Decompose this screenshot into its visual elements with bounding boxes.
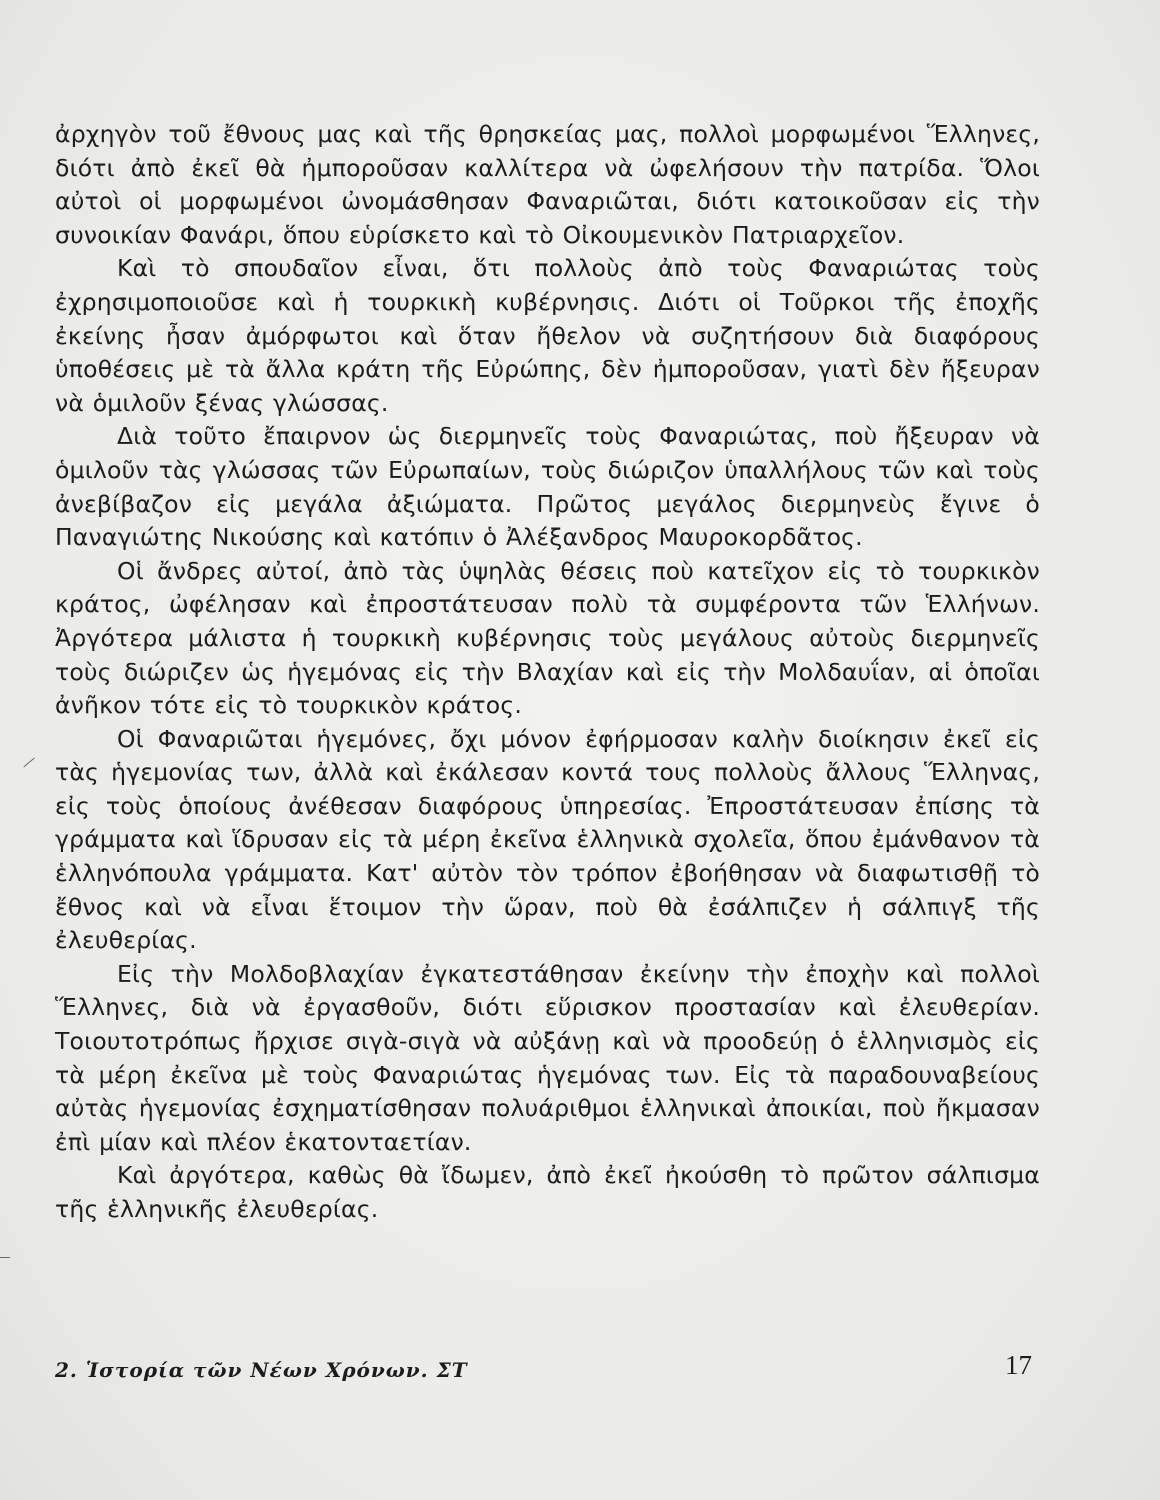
signature-mark: 2. Ἱστορία τῶν Νέων Χρόνων. ΣΤ	[55, 1358, 468, 1382]
paragraph-6: Εἰς τὴν Μολδοβλαχίαν ἐγκατεστάθησαν ἐκείνην τὴν ἐποχὴν καὶ πολλοὶ Ἕλληνες, διὰ νὰ ἐργασθοῦν, διότι εὕρισκον προστασίαν καὶ ἐλευθερίαν. Τοιουτοτρόπως ἤρχισε σιγὰ-σιγὰ νὰ αὐξάνῃ καὶ νὰ προοδεύῃ ὁ ἑλληνισμὸς εἰς τὰ μέρη ἐκεῖνα μὲ τοὺς Φαναριώτας ἡγεμόνας των. Εἰς τὰ παραδουναβείους αὐτὰς ἡγεμονίας ἐσχηματίσθησαν πολυάριθμοι ἑλληνικαὶ ἀποικίαι, ποὺ ἤκμασαν ἐπὶ μίαν καὶ πλέον ἑκατονταετίαν.	[55, 959, 1040, 1156]
page-footer	[55, 1350, 1040, 1390]
paragraph-5: Οἱ Φαναριῶται ἡγεμόνες, ὄχι μόνον ἐφήρμοσαν καλὴν διοίκησιν ἐκεῖ εἰς τὰς ἡγεμονίας των, ἀλλὰ καὶ ἐκάλεσαν κοντά τους πολλοὺς ἄλλους Ἕλληνας, εἰς τοὺς ὁποίους ἀνέθεσαν διαφόρους ὑπηρεσίας. Ἐπροστάτευσαν ἐπίσης τὰ γράμματα καὶ ἵδρυσαν εἰς τὰ μέρη ἐκεῖνα ἑλληνικὰ σχολεῖα, ὅπου ἐμάνθανον τὰ ἑλληνόπουλα γράμματα. Κατ' αὐτὸν τὸν τρόπον ἐβοήθησαν νὰ διαφωτισθῇ τὸ ἔθνος καὶ νὰ εἶναι ἕτοιμον τὴν ὥραν, ποὺ θὰ ἐσάλπιζεν ἡ σάλπιγξ τῆς ἐλευθερίας.	[55, 724, 1040, 955]
paragraph-2: Καὶ τὸ σπουδαῖον εἶναι, ὅτι πολλοὺς ἀπὸ τοὺς Φαναριώτας τοὺς ἐχρησιμοποιοῦσε καὶ ἡ τουρκικὴ κυβέρνησις. Διότι οἱ Τοῦρκοι τῆς ἐποχῆς ἐκείνης ἦσαν ἀμόρφωτοι καὶ ὅταν ἤθελον νὰ συζητήσουν διὰ διαφόρους ὑποθέσεις μὲ τὰ ἄλλα κράτη τῆς Εὐρώπης, δὲν ἠμποροῦσαν, γιατὶ δὲν ἤξευραν νὰ ὁμιλοῦν ξένας γλώσσας.	[55, 254, 1040, 417]
paragraph-1: ἀρχηγὸν τοῦ ἔθνους μας καὶ τῆς θρησκείας μας, πολλοὶ μορφωμένοι Ἕλληνες, διότι ἀπὸ ἐκεῖ θὰ ἠμποροῦσαν καλλίτερα νὰ ὠφελήσουν τὴν πατρίδα. Ὅλοι αὐτοὶ οἱ μορφωμένοι ὠνομάσθησαν Φαναριῶται, διότι κατοικοῦσαν εἰς τὴν συνοικίαν Φανάρι, ὅπου εὑρίσκετο καὶ τὸ Οἰκουμενικὸν Πατριαρχεῖον.	[55, 120, 1040, 249]
margin-mark	[0, 1257, 10, 1258]
body-text	[55, 118, 1040, 1227]
paragraph-3: Διὰ τοῦτο ἔπαιρνον ὡς διερμηνεῖς τοὺς Φαναριώτας, ποὺ ἤξευραν νὰ ὁμιλοῦν τὰς γλώσσας τῶν Εὐρωπαίων, τοὺς διώριζον ὑπαλλήλους τῶν καὶ τοὺς ἀνεβίβαζον εἰς μεγάλα ἀξιώματα. Πρῶτος μεγάλος διερμηνεὺς ἔγινε ὁ Παναγιώτης Νικούσης καὶ κατόπιν ὁ Ἀλέξανδρος Μαυροκορδᾶτος.	[55, 422, 1040, 552]
margin-mark	[23, 758, 34, 768]
page-number: 17	[1005, 1350, 1032, 1380]
paragraph-4: Οἱ ἄνδρες αὐτοί, ἀπὸ τὰς ὑψηλὰς θέσεις ποὺ κατεῖχον εἰς τὸ τουρκικὸν κράτος, ὠφέλησαν καὶ ἐπροστάτευσαν πολὺ τὰ συμφέροντα τῶν Ἑλλήνων. Ἀργότερα μάλιστα ἡ τουρκικὴ κυβέρνησις τοὺς μεγάλους αὐτοὺς διερμηνεῖς τοὺς διώριζεν ὡς ἡγεμόνας εἰς τὴν Βλαχίαν καὶ εἰς τὴν Μολδαυΐαν, αἱ ὁποῖαι ἀνῆκον τότε εἰς τὸ τουρκικὸν κράτος.	[55, 556, 1040, 720]
paragraph-7: Καὶ ἀργότερα, καθὼς θὰ ἴδωμεν, ἀπὸ ἐκεῖ ἠκούσθη τὸ πρῶτον σάλπισμα τῆς ἑλληνικῆς ἐλευθερίας.	[55, 1161, 1040, 1223]
